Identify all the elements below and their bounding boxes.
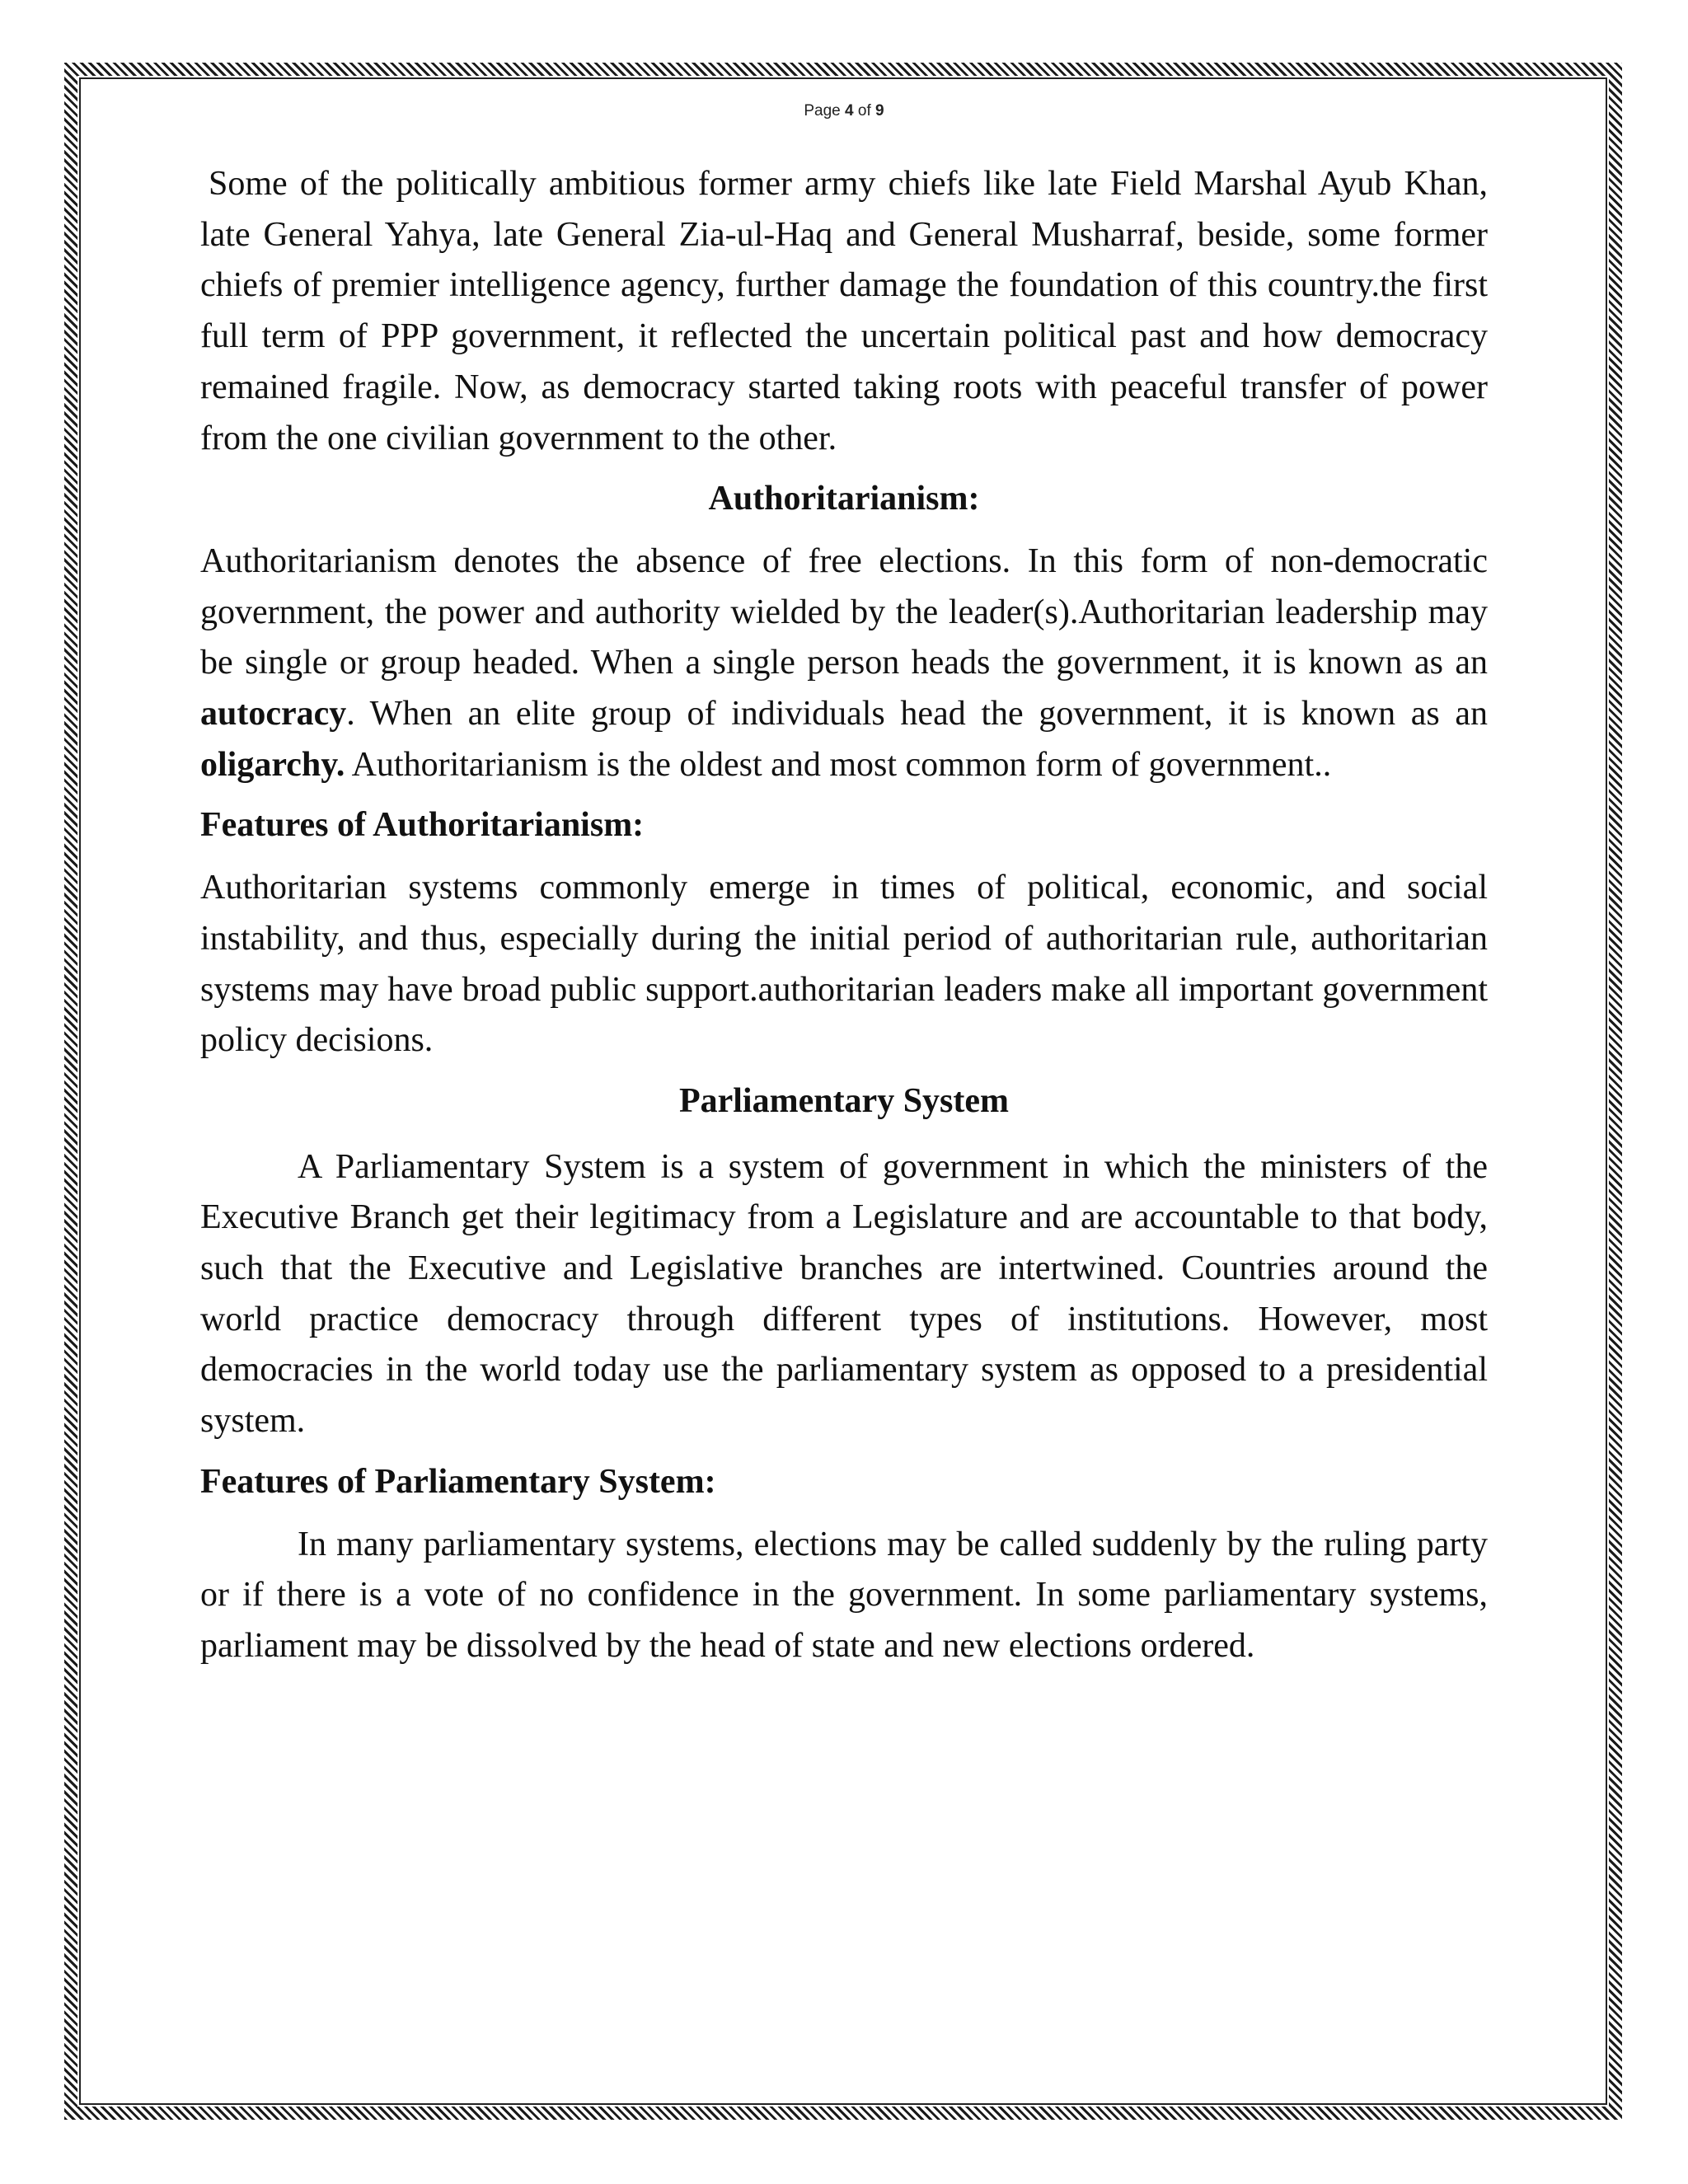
features-authoritarianism-paragraph: Authoritarian systems commonly emerge in times of political, economic, and social instability, and thus, especially during the initial period of authoritarian rule, authoritarian systems may have broad public support.authoritarian leaders make all important government policy decisions. [200, 869, 1488, 1060]
authoritarianism-text-1: Authoritarianism denotes the absence of free elections. In this form of non-democratic government, the power and authority wielded by the leader(s).Authoritarian leadership may be single or group headed. When a single person heads the government, it is known as an [200, 541, 1488, 682]
page-current: 4 [845, 102, 854, 120]
heading-features-parliamentary: Features of Parliamentary System: [200, 1462, 716, 1501]
features-parliamentary-paragraph: In many parliamentary systems, elections may be called suddenly by the ruling party or if there is a vote of no confidence in the government. In some parliamentary systems, parliament may be dissolved by the head of state and new elections ordered. [200, 1525, 1488, 1665]
authoritarianism-text-2: . When an elite group of individuals head the government, it is known as an [346, 695, 1488, 733]
intro-paragraph: Some of the politically ambitious former army chiefs like late Field Marshal Ayub Khan, late General Yahya, late General Zia-ul-Haq and General Musharraf, beside, some former chiefs of premier intelligence agency, further damage the foundation of this country.the first full term of PPP government, it reflected the uncertain political past and how democracy remained fragile. Now, as democracy started taking roots with peaceful transfer of power from the one civilian government to the other. [200, 165, 1488, 457]
page-prefix: Page [804, 102, 841, 120]
page-total: 9 [875, 102, 884, 120]
page-of: of [857, 102, 871, 120]
heading-features-authoritarianism: Features of Authoritarianism: [200, 806, 645, 845]
term-autocracy: autocracy [200, 695, 347, 733]
heading-parliamentary-system: Parliamentary System [678, 1081, 1010, 1120]
authoritarianism-paragraph [200, 537, 1488, 791]
authoritarianism-text-3: Authoritarianism is the oldest and most common form of government.. [345, 745, 1332, 784]
term-oligarchy: oligarchy. [200, 745, 345, 784]
page-number [0, 102, 1688, 120]
parliamentary-paragraph: A Parliamentary System is a system of government in which the ministers of the Executive Branch get their legitimacy from a Legislature and are accountable to that body, such that the Executive and Legislative branches are intertwined. Countries around the world practice democracy through different types of institutions. However, most democracies in the world today use the parliamentary system as opposed to a presidential system. [200, 1147, 1488, 1441]
heading-authoritarianism: Authoritarianism: [708, 480, 980, 518]
document-body [200, 159, 1488, 1672]
